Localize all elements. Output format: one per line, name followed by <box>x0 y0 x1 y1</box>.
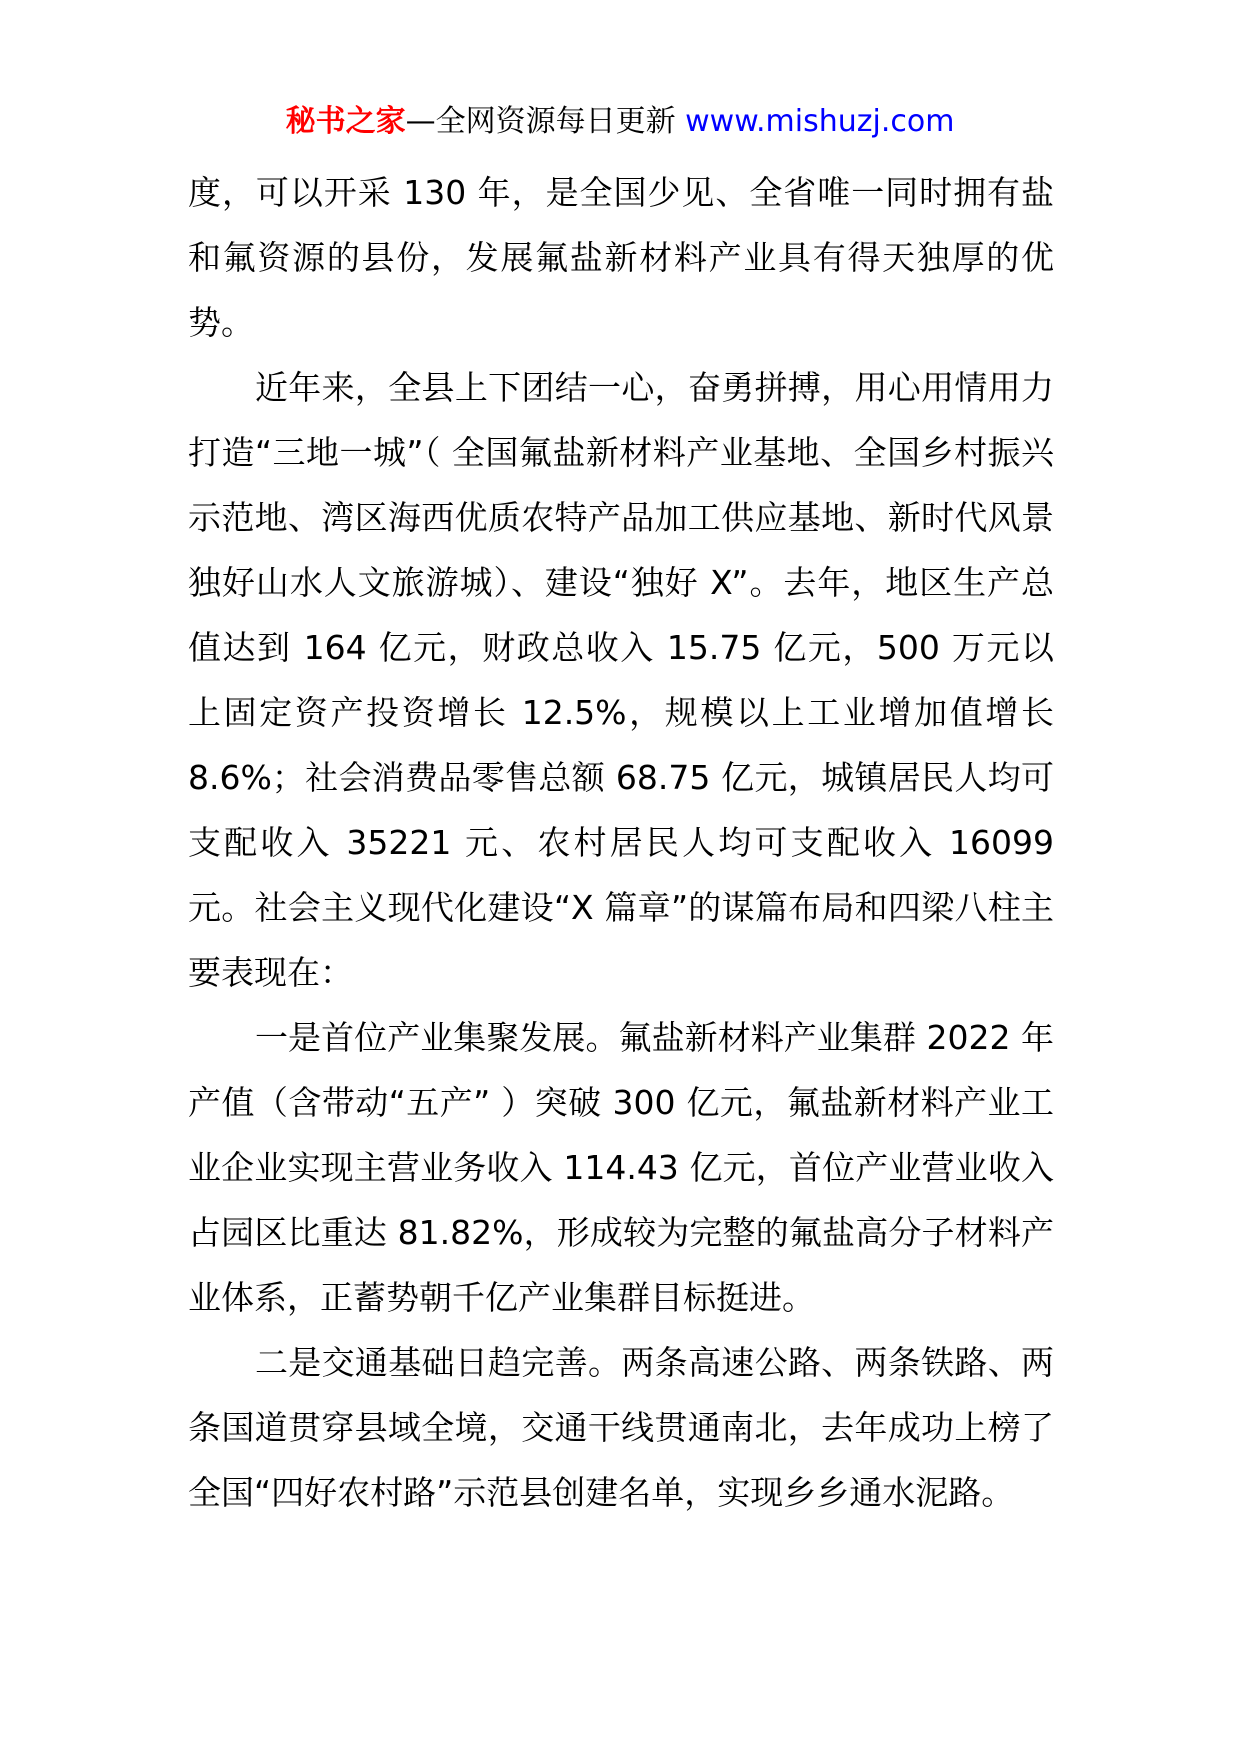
header-brand: 秘书之家 <box>285 104 406 139</box>
paragraph-overview: 近年来，全县上下团结一心，奋勇拼搏，用心用情用力打造“三地一城”（ 全国氟盐新材料产业基地、全国乡村振兴示范地、湾区海西优质农特产品加工供应基地、新时代风景独好山水人文旅游城）、建设“独好 X”。去年，地区生产总值达到 164 亿元，财政总收入 15.75 亿元，500 万元以上固定资产投资增长 12.5%，规模以上工业增加值增长 8.6%；社会消费品零售总额 68.75 亿元，城镇居民人均可支配收入 35221 元、农村居民人均可支配收入 16099 元。社会主义现代化建设“X 篇章”的谋篇布局和四梁八柱主要表现在： <box>188 368 1054 992</box>
document-body <box>188 160 1054 1525</box>
paragraph-transport: 二是交通基础日趋完善。两条高速公路、两条铁路、两条国道贯穿县域全境，交通干线贯通南北，去年成功上榜了全国“四好农村路”示范县创建名单，实现乡乡通水泥路。 <box>188 1343 1054 1512</box>
page-header <box>0 100 1240 144</box>
header-url-link[interactable]: www.mishuzj.com <box>685 104 955 139</box>
header-tagline: —全网资源每日更新 <box>405 104 686 139</box>
paragraph-industry: 一是首位产业集聚发展。氟盐新材料产业集群 2022 年产值（含带动“五产” ）突破 300 亿元，氟盐新材料产业工业企业实现主营业务收入 114.43 亿元，首位产业营业收入占园区比重达 81.82%，形成较为完整的氟盐高分子材料产业体系，正蓄势朝千亿产业集群目标挺进。 <box>188 1018 1054 1317</box>
paragraph-continuation: 度，可以开采 130 年，是全国少见、全省唯一同时拥有盐和氟资源的县份，发展氟盐新材料产业具有得天独厚的优势。 <box>188 173 1054 342</box>
